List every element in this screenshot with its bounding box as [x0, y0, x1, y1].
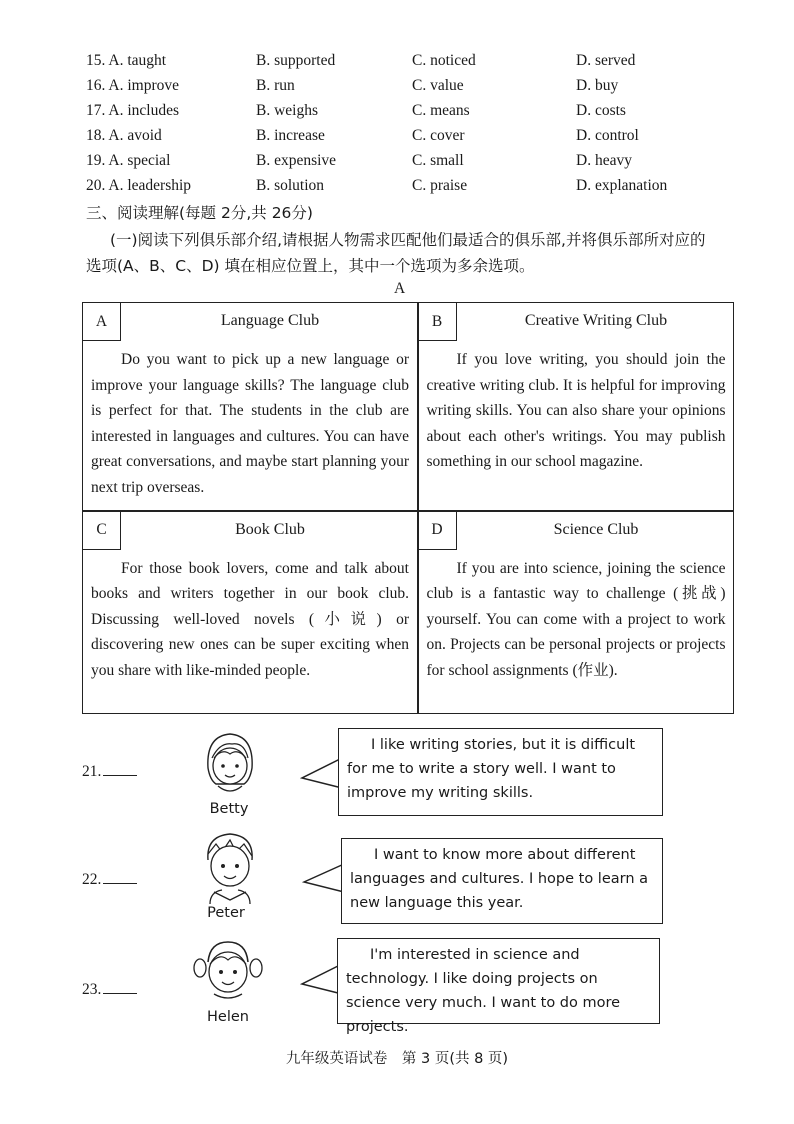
- club-title: Creative Writing Club: [524, 312, 668, 329]
- person-name: Peter: [207, 905, 245, 921]
- option-c: C. value: [412, 77, 464, 94]
- club-description: Do you want to pick up a new language or improve your language skills? The language club is perfect for that. The students in the club are interested in languages and cultures. You can have great conversations, and maybe start planning your next trip overseas.: [91, 351, 409, 496]
- club-title: Science Club: [553, 520, 639, 538]
- option-b: B. increase: [256, 127, 325, 144]
- option-b: B. weighs: [256, 102, 318, 119]
- option-a: 18. A. avoid: [86, 127, 162, 144]
- club-description: For those book lovers, come and talk about books and writers together in our book club. Discussing well-loved novels (小说) or discovering new ones can be super exciting when you share with like-minded people.: [91, 559, 409, 679]
- club-letter: C: [83, 512, 121, 550]
- option-b: B. run: [256, 77, 295, 94]
- option-d: D. control: [576, 127, 639, 144]
- club-letter: B: [419, 303, 457, 341]
- answer-line[interactable]: [103, 870, 137, 884]
- club-cell-c: [83, 512, 417, 714]
- option-d: D. explanation: [576, 177, 668, 194]
- option-d: D. served: [576, 52, 636, 69]
- option-b: B. solution: [256, 177, 325, 194]
- speech-bubble: [341, 838, 663, 924]
- question-number: 22.: [82, 871, 102, 888]
- option-a: 15. A. taught: [86, 52, 167, 69]
- option-c: C. small: [412, 152, 464, 169]
- option-row-17: [86, 102, 726, 124]
- girl-pigtails-face-icon: [192, 936, 264, 1008]
- passage-label: A: [394, 280, 406, 297]
- club-cell-b: [419, 303, 734, 510]
- person-name: Helen: [207, 1009, 249, 1025]
- option-a: 17. A. includes: [86, 102, 179, 119]
- answer-line[interactable]: [103, 980, 137, 994]
- option-a: 20. A. leadership: [86, 177, 192, 194]
- speech-bubble: [337, 938, 660, 1035]
- club-letter: D: [419, 512, 457, 550]
- question-number: 23.: [82, 981, 102, 998]
- option-d: D. costs: [576, 102, 626, 119]
- option-row-19: [86, 152, 726, 174]
- option-a: 16. A. improve: [86, 77, 179, 94]
- answer-blank-23[interactable]: [82, 980, 137, 999]
- answer-blank-22[interactable]: [82, 870, 137, 889]
- club-description: If you love writing, you should join the creative writing club. It is helpful for improving writing skills. You can also share your opinions about each other's writings. You may publish something in our school magazine.: [426, 351, 726, 470]
- option-a: 19. A. special: [86, 152, 171, 169]
- option-c: C. praise: [412, 177, 468, 194]
- club-title: Language Club: [220, 312, 320, 329]
- speech-text: I want to know more about different languages and cultures. I hope to learn a new language this year.: [350, 847, 649, 911]
- girl-face-icon: [200, 728, 260, 800]
- option-row-16: [86, 77, 726, 99]
- section-instruction: (一)阅读下列俱乐部介绍,请根据人物需求匹配他们最适合的俱乐部,并将俱乐部所对应的选项(A、B、C、D) 填在相应位置上，其中一个选项为多余选项。: [86, 231, 706, 275]
- option-d: D. heavy: [576, 152, 632, 169]
- speech-text: I'm interested in science and technology. I like doing projects on science very much. I want to do more projects.: [346, 947, 621, 1035]
- speech-bubble: [338, 728, 663, 816]
- club-description: If you are into science, joining the science club is a fantastic way to challenge (挑战) yourself. You can come with a project to work on. Projects can be personal projects or projects for school assignments (作业).: [426, 559, 726, 679]
- person-name: Betty: [209, 801, 249, 817]
- option-row-18: [86, 127, 726, 149]
- option-c: C. means: [412, 102, 470, 119]
- answer-blank-21[interactable]: [82, 762, 137, 781]
- question-number: 21.: [82, 763, 102, 780]
- option-row-20: [86, 177, 726, 199]
- club-cell-d: [419, 512, 734, 714]
- option-b: B. expensive: [256, 152, 337, 169]
- option-d: D. buy: [576, 77, 619, 94]
- speech-text: I like writing stories, but it is difficult for me to write a story well. I want to improve my writing skills.: [347, 737, 636, 801]
- club-letter: A: [83, 303, 121, 341]
- answer-line[interactable]: [103, 762, 137, 776]
- page-footer: 九年级英语试卷 第 3 页(共 8 页): [285, 1051, 509, 1067]
- speech-bubble-tail: [302, 862, 346, 898]
- club-cell-a: [83, 303, 417, 510]
- section-heading: 三、阅读理解(每题 2分,共 26分): [86, 204, 313, 222]
- option-b: B. supported: [256, 52, 336, 69]
- club-table: [82, 302, 734, 714]
- option-row-15: [86, 52, 726, 74]
- club-title: Book Club: [235, 520, 305, 538]
- option-c: C. cover: [412, 127, 465, 144]
- boy-face-icon: [198, 830, 262, 906]
- option-c: C. noticed: [412, 52, 476, 69]
